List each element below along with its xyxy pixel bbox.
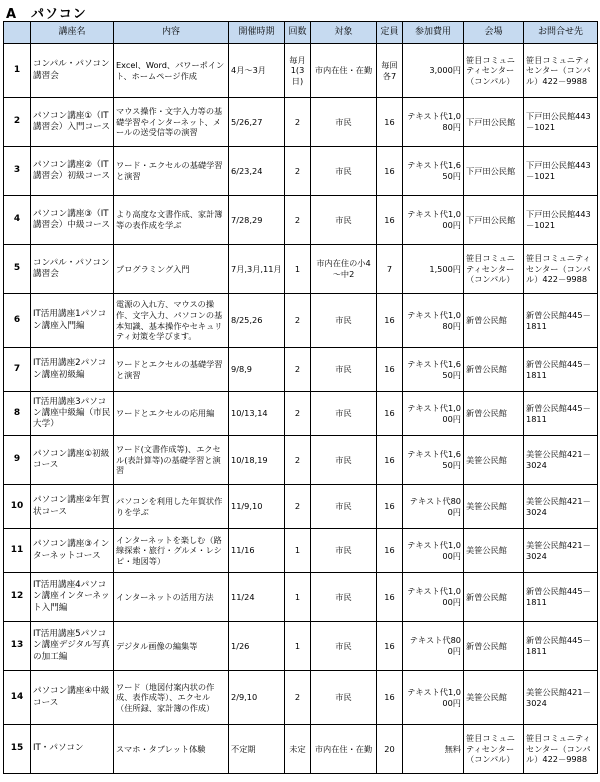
header-count: 回数	[285, 22, 311, 44]
course-capacity: 16	[377, 436, 403, 485]
course-capacity: 16	[377, 348, 403, 392]
course-capacity: 16	[377, 485, 403, 529]
course-target: 市民	[311, 436, 377, 485]
course-name: パソコン講座③インターネットコース	[31, 529, 114, 573]
header-no	[4, 22, 31, 44]
course-capacity: 16	[377, 196, 403, 245]
course-count: 2	[285, 671, 311, 725]
course-target: 市内在住の小4～中2	[311, 245, 377, 294]
course-venue: 美笹公民館	[464, 529, 524, 573]
course-contact: 笹目コミュニティセンター（コンパル）422－9988	[524, 725, 598, 774]
course-period: 11/16	[229, 529, 285, 573]
course-capacity: 16	[377, 392, 403, 436]
course-period: 4月～3月	[229, 44, 285, 98]
course-content: 電源の入れ方、マウスの操作、文字入力、パソコンの基本知識、基本操作やセキュリティ対策を学びます。	[114, 294, 229, 348]
course-capacity: 16	[377, 98, 403, 147]
course-name: IT活用講座3パソコン講座中級編（市民大学）	[31, 392, 114, 436]
course-venue: 新曽公民館	[464, 294, 524, 348]
course-content: ワード（地図付案内状の作成、表作成等）、エクセル（住所録、家計簿の作成）	[114, 671, 229, 725]
row-number: 2	[4, 98, 31, 147]
course-count: 未定	[285, 725, 311, 774]
table-row	[4, 245, 598, 294]
course-target: 市民	[311, 348, 377, 392]
row-number: 11	[4, 529, 31, 573]
course-capacity: 16	[377, 529, 403, 573]
header-course-name: 講座名	[31, 22, 114, 44]
course-contact: 美笹公民館421－3024	[524, 436, 598, 485]
course-target: 市民	[311, 622, 377, 671]
course-name: コンパル・パソコン講習会	[31, 44, 114, 98]
row-number: 6	[4, 294, 31, 348]
course-fee: テキスト代1,080円	[403, 294, 464, 348]
course-table	[3, 21, 598, 774]
course-content: マウス操作・文字入力等の基礎学習やインターネット、メールの送受信等の演習	[114, 98, 229, 147]
course-count: 1	[285, 529, 311, 573]
table-row	[4, 294, 598, 348]
course-target: 市民	[311, 671, 377, 725]
course-count: 2	[285, 348, 311, 392]
course-content: デジタル画像の編集等	[114, 622, 229, 671]
course-fee: テキスト代800円	[403, 485, 464, 529]
course-count: 2	[285, 436, 311, 485]
course-venue: 下戸田公民館	[464, 196, 524, 245]
course-period: 8/25,26	[229, 294, 285, 348]
course-target: 市民	[311, 98, 377, 147]
course-fee: テキスト代1,650円	[403, 436, 464, 485]
course-target: 市民	[311, 485, 377, 529]
table-row	[4, 529, 598, 573]
course-fee: テキスト代1,080円	[403, 98, 464, 147]
course-target: 市民	[311, 294, 377, 348]
course-venue: 美笹公民館	[464, 436, 524, 485]
course-venue: 新曽公民館	[464, 392, 524, 436]
course-content: より高度な文書作成、家計簿等の表作成を学ぶ	[114, 196, 229, 245]
course-name: コンパル・パソコン講習会	[31, 245, 114, 294]
course-period: 不定期	[229, 725, 285, 774]
course-period: 1/26	[229, 622, 285, 671]
course-name: パソコン講座②年賀状コース	[31, 485, 114, 529]
table-row	[4, 44, 598, 98]
course-capacity: 16	[377, 147, 403, 196]
course-contact: 美笹公民館421－3024	[524, 485, 598, 529]
course-contact: 下戸田公民館443－1021	[524, 196, 598, 245]
course-venue: 笹目コミュニティセンター（コンパル）	[464, 725, 524, 774]
table-row	[4, 725, 598, 774]
course-content: プログラミング入門	[114, 245, 229, 294]
course-content: インターネットの活用方法	[114, 573, 229, 622]
course-fee: テキスト代1,000円	[403, 392, 464, 436]
course-contact: 新曽公民館445－1811	[524, 294, 598, 348]
table-row	[4, 392, 598, 436]
course-count: 2	[285, 485, 311, 529]
course-venue: 新曽公民館	[464, 622, 524, 671]
course-count: 2	[285, 294, 311, 348]
course-contact: 新曽公民館445－1811	[524, 348, 598, 392]
course-venue: 下戸田公民館	[464, 147, 524, 196]
course-name: IT活用講座5パソコン講座デジタル写真の加工編	[31, 622, 114, 671]
course-content: Excel、Word、パワーポイント、ホームページ作成	[114, 44, 229, 98]
course-fee: テキスト代800円	[403, 622, 464, 671]
row-number: 4	[4, 196, 31, 245]
course-capacity: 7	[377, 245, 403, 294]
course-count: 2	[285, 392, 311, 436]
table-row	[4, 147, 598, 196]
course-name: IT活用講座2パソコン講座初級編	[31, 348, 114, 392]
course-capacity: 毎回各7	[377, 44, 403, 98]
row-number: 12	[4, 573, 31, 622]
course-contact: 笹目コミュニティセンター（コンパル）422－9988	[524, 44, 598, 98]
row-number: 14	[4, 671, 31, 725]
course-content: ワード(文書作成等)、エクセル(表計算等)の基礎学習と演習	[114, 436, 229, 485]
course-contact: 新曽公民館445－1811	[524, 622, 598, 671]
course-name: IT・パソコン	[31, 725, 114, 774]
course-fee: 1,500円	[403, 245, 464, 294]
course-count: 2	[285, 147, 311, 196]
course-venue: 新曽公民館	[464, 573, 524, 622]
course-name: IT活用講座1パソコン講座入門編	[31, 294, 114, 348]
table-row	[4, 573, 598, 622]
header-period: 開催時期	[229, 22, 285, 44]
course-venue: 笹目コミュニティセンター（コンパル）	[464, 44, 524, 98]
course-count: 1	[285, 245, 311, 294]
course-count: 1	[285, 622, 311, 671]
course-period: 10/13,14	[229, 392, 285, 436]
header-fee: 参加費用	[403, 22, 464, 44]
course-content: ワードとエクセルの応用編	[114, 392, 229, 436]
table-row	[4, 485, 598, 529]
course-period: 5/26,27	[229, 98, 285, 147]
course-target: 市民	[311, 529, 377, 573]
course-name: IT活用講座4パソコン講座インターネット入門編	[31, 573, 114, 622]
course-fee: テキスト代1,000円	[403, 671, 464, 725]
course-fee: テキスト代1,650円	[403, 348, 464, 392]
course-fee: テキスト代1,000円	[403, 573, 464, 622]
course-period: 6/23,24	[229, 147, 285, 196]
course-name: パソコン講座①初級コース	[31, 436, 114, 485]
header-contact: お問合せ先	[524, 22, 598, 44]
course-fee: テキスト代1,000円	[403, 196, 464, 245]
course-venue: 下戸田公民館	[464, 98, 524, 147]
table-row	[4, 196, 598, 245]
course-name: パソコン講座②（IT講習会）初級コース	[31, 147, 114, 196]
course-capacity: 16	[377, 671, 403, 725]
table-row	[4, 98, 598, 147]
course-contact: 美笹公民館421－3024	[524, 529, 598, 573]
course-capacity: 20	[377, 725, 403, 774]
course-contact: 美笹公民館421－3024	[524, 671, 598, 725]
course-period: 11/24	[229, 573, 285, 622]
course-capacity: 16	[377, 573, 403, 622]
row-number: 9	[4, 436, 31, 485]
course-content: スマホ・タブレット体験	[114, 725, 229, 774]
course-fee: テキスト代1,000円	[403, 529, 464, 573]
course-content: インターネットを楽しむ（路線探索・旅行・グルメ・レシピ・地図等）	[114, 529, 229, 573]
course-target: 市民	[311, 196, 377, 245]
course-period: 10/18,19	[229, 436, 285, 485]
row-number: 8	[4, 392, 31, 436]
table-row	[4, 436, 598, 485]
header-venue: 会場	[464, 22, 524, 44]
course-venue: 美笹公民館	[464, 671, 524, 725]
course-period: 2/9,10	[229, 671, 285, 725]
row-number: 15	[4, 725, 31, 774]
course-count: 2	[285, 98, 311, 147]
page-title: A パソコン	[6, 7, 87, 22]
course-period: 7/28,29	[229, 196, 285, 245]
table-row	[4, 622, 598, 671]
course-name: パソコン講座③（IT講習会）中級コース	[31, 196, 114, 245]
table-header-row	[4, 22, 598, 44]
course-venue: 美笹公民館	[464, 485, 524, 529]
course-period: 7月,3月,11月	[229, 245, 285, 294]
course-contact: 下戸田公民館443－1021	[524, 98, 598, 147]
row-number: 10	[4, 485, 31, 529]
header-target: 対象	[311, 22, 377, 44]
course-target: 市民	[311, 392, 377, 436]
course-content: パソコンを利用した年賀状作りを学ぶ	[114, 485, 229, 529]
header-content: 内容	[114, 22, 229, 44]
table-row	[4, 671, 598, 725]
table-body	[4, 44, 598, 774]
row-number: 13	[4, 622, 31, 671]
course-venue: 新曽公民館	[464, 348, 524, 392]
course-capacity: 16	[377, 294, 403, 348]
row-number: 5	[4, 245, 31, 294]
course-target: 市内在住・在勤	[311, 44, 377, 98]
course-count: 毎月1(3日)	[285, 44, 311, 98]
course-content: ワードとエクセルの基礎学習と演習	[114, 348, 229, 392]
course-target: 市内在住・在勤	[311, 725, 377, 774]
course-count: 2	[285, 196, 311, 245]
course-target: 市民	[311, 147, 377, 196]
course-contact: 下戸田公民館443－1021	[524, 147, 598, 196]
course-period: 11/9,10	[229, 485, 285, 529]
course-capacity: 16	[377, 622, 403, 671]
course-contact: 笹目コミュニティセンター（コンパル）422－9988	[524, 245, 598, 294]
course-fee: テキスト代1,650円	[403, 147, 464, 196]
course-period: 9/8,9	[229, 348, 285, 392]
course-venue: 笹目コミュニティセンター（コンパル）	[464, 245, 524, 294]
course-name: パソコン講座①（IT講習会）入門コース	[31, 98, 114, 147]
header-capacity: 定員	[377, 22, 403, 44]
course-name: パソコン講座④中級コース	[31, 671, 114, 725]
course-contact: 新曽公民館445－1811	[524, 392, 598, 436]
row-number: 3	[4, 147, 31, 196]
course-count: 1	[285, 573, 311, 622]
course-fee: 3,000円	[403, 44, 464, 98]
row-number: 1	[4, 44, 31, 98]
row-number: 7	[4, 348, 31, 392]
course-target: 市民	[311, 573, 377, 622]
course-contact: 新曽公民館445－1811	[524, 573, 598, 622]
course-fee: 無料	[403, 725, 464, 774]
course-content: ワード・エクセルの基礎学習と演習	[114, 147, 229, 196]
table-row	[4, 348, 598, 392]
